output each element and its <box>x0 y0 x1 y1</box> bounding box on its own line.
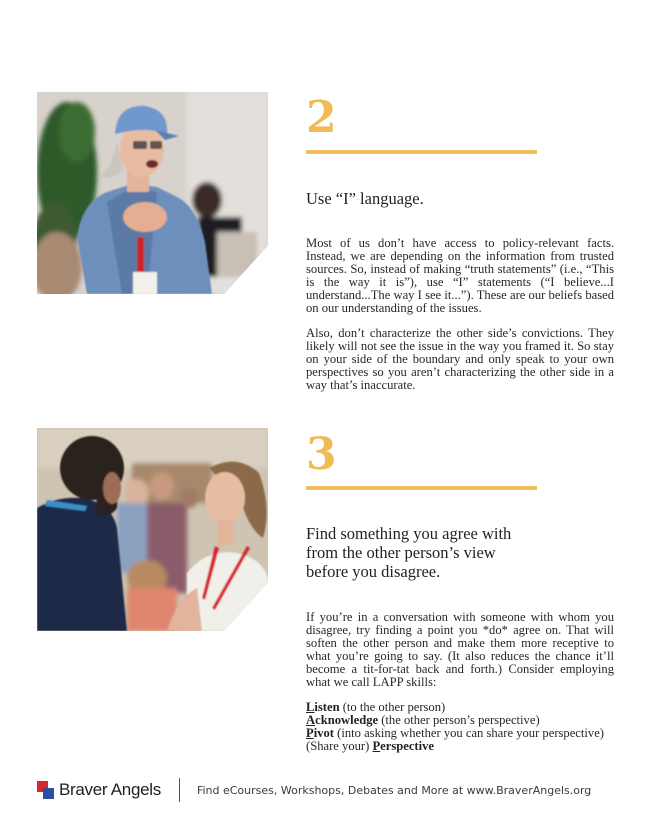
photo-conversation <box>37 428 268 631</box>
heading-line: before you disagree. <box>306 562 441 581</box>
photo-woman-laughing <box>37 92 268 294</box>
heading-line: from the other person’s view <box>306 543 496 562</box>
section-3 <box>306 429 614 754</box>
step-number: 2 <box>306 92 336 143</box>
body-paragraph: Also, don’t characterize the other side’s convictions. They likely will not see the issue in the way you framed it. So stay on your side of the boundary and only speak to your own perspectives so you aren’t characterizing the other side in a way that’s inaccurate. <box>306 326 614 393</box>
body-paragraph: Most of us don’t have access to policy-relevant facts. Instead, we are depending on the information from trusted sources. So, instead of making “truth statements” (i.e., “This is the way it is”), use “I” statements (“I believe...I understand...The way I see it...”). These are our beliefs based on our understanding of the issues. <box>306 236 614 315</box>
footer-tagline: Find eCourses, Workshops, Debates and More at www.BraverAngels.org <box>196 783 592 797</box>
footer <box>37 776 617 804</box>
body-paragraph: If you’re in a conversation with someone with whom you disagree, try finding a point you *do* agree on. That will soften the other person and make them more receptive to what you’re going to say. (It also reduces the chance it’ll become a tit-for-tat back and forth.) Consider employing what we call LAPP skills: <box>306 610 614 689</box>
section-heading: Use “I” language. <box>306 189 424 208</box>
section-2 <box>306 92 614 393</box>
lapp-item-listen: Listen (to the other person) <box>306 700 446 715</box>
lapp-item-perspective: (Share your) Perspective <box>306 739 434 754</box>
lapp-item-acknowledge: Acknowledge (the other person’s perspective) <box>306 713 540 728</box>
section-heading <box>306 524 614 581</box>
step-number: 3 <box>306 429 336 480</box>
lapp-skills-list <box>306 701 614 753</box>
heading-line: Find something you agree with <box>306 524 512 543</box>
gold-divider <box>306 150 537 154</box>
gold-divider <box>306 486 537 490</box>
braver-angels-logo-icon <box>37 781 55 799</box>
brand-name: Braver Angels <box>59 780 161 799</box>
footer-divider <box>179 778 180 802</box>
lapp-item-pivot: Pivot (into asking whether you can share your perspective) <box>306 726 604 741</box>
